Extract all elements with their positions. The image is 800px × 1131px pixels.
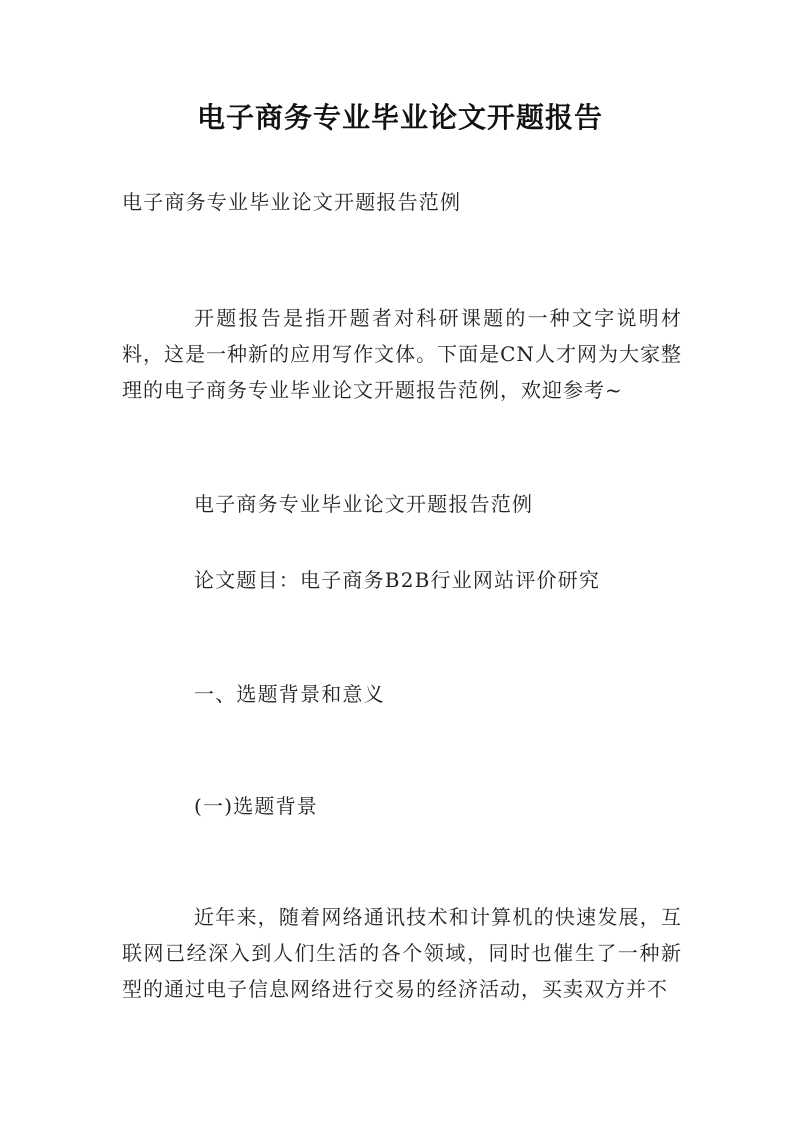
document-title: 电子商务专业毕业论文开题报告: [196, 101, 603, 134]
document-subtitle: 电子商务专业毕业论文开题报告范例: [122, 190, 462, 214]
section-example-heading: 电子商务专业毕业论文开题报告范例: [194, 492, 534, 516]
subsection-one-heading: (一)选题背景: [194, 794, 319, 818]
background-paragraph: 近年来，随着网络通讯技术和计算机的快速发展，互联网已经深入到人们生活的各个领域，同时也催生了一种新型的通过电子信息网络进行交易的经济活动，买卖双方并不: [122, 905, 682, 1001]
thesis-title: 论文题目：电子商务B2B行业网站评价研究: [194, 568, 601, 592]
section-one-heading: 一、选题背景和意义: [194, 682, 385, 706]
intro-paragraph: 开题报告是指开题者对科研课题的一种文字说明材料，这是一种新的应用写作文体。下面是CN人才网为大家整理的电子商务专业毕业论文开题报告范例，欢迎参考~: [122, 306, 682, 402]
